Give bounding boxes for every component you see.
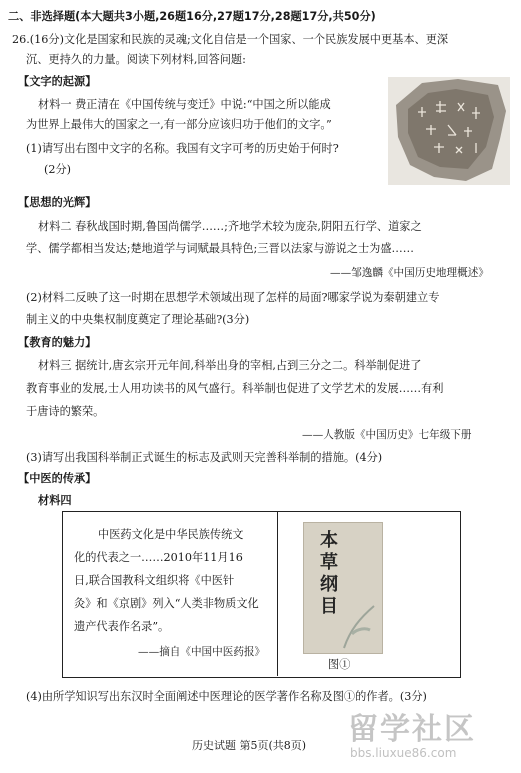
question-1-line-2: (2分) <box>44 163 72 176</box>
question-4: (4)由所学知识写出东汉时全面阐述中医理论的医学著作名称及图①的作者。(3分) <box>26 690 427 703</box>
heading-education-charm: 【教育的魅力】 <box>18 336 97 349</box>
book-plant-illustration <box>340 600 378 650</box>
material-2-line-2: 学、儒学都相当发达;楚地道学与词赋最具特色;三晋以法家与游说之士为盛…… <box>26 242 414 255</box>
watermark-url: bbs.liuxue86.com <box>350 746 457 760</box>
material-4-label: 材料四 <box>38 494 72 507</box>
box-text-line-5: 遗产代表作名录”。 <box>74 620 170 633</box>
figure-caption: 图① <box>328 658 351 671</box>
heading-thought-brilliance: 【思想的光辉】 <box>18 196 97 209</box>
oracle-bone-image <box>388 77 510 185</box>
material-3-line-1: 材料三 据统计,唐玄宗开元年间,科举出身的宰相,占到三分之二。科举制促进了 <box>38 359 422 372</box>
box-text-line-2: 化的代表之一……2010年11月16 <box>74 551 243 564</box>
box-text-line-1: 中医药文化是中华民族传统文 <box>98 528 244 541</box>
page-footer: 历史试题 第5页(共8页) <box>192 739 307 752</box>
box-text-line-4: 灸》和《京剧》列入“人类非物质文化 <box>74 597 259 610</box>
question-3: (3)请写出我国科举制正式诞生的标志及武则天完善科举制的措施。(4分) <box>26 451 383 464</box>
q26-intro-line-1: 26.(16分)文化是国家和民族的灵魂;文化自信是一个国家、一个民族发展中更基本、更深 <box>12 33 449 46</box>
material-1-line-1: 材料一 费正清在《中国传统与变迁》中说:“中国之所以能成 <box>38 98 331 111</box>
material-3-source: ——人教版《中国历史》七年级下册 <box>302 429 472 441</box>
section-header: 二、非选择题(本大题共3小题,26题16分,27题17分,28题17分,共50分) <box>8 10 376 23</box>
box-divider <box>277 511 278 676</box>
material-3-line-3: 于唐诗的繁荣。 <box>26 405 105 418</box>
box-text-line-3: 日,联合国教科文组织将《中医针 <box>74 574 235 587</box>
material-2-line-1: 材料二 春秋战国时期,鲁国尚儒学……;齐地学术较为庞杂,阴阳五行学、道家之 <box>38 220 422 233</box>
heading-tcm-heritage: 【中医的传承】 <box>18 472 97 485</box>
heading-writing-origin: 【文字的起源】 <box>18 75 97 88</box>
question-2-line-2: 制主义的中央集权制度奠定了理论基础?(3分) <box>26 313 250 326</box>
watermark-logo: 留学社区 <box>348 712 476 747</box>
question-1-line-1: (1)请写出右图中文字的名称。我国有文字可考的历史始于何时? <box>26 142 339 155</box>
material-3-line-2: 教育事业的发展,士人用功读书的风气盛行。科举制也促进了文学艺术的发展……有利 <box>26 382 444 395</box>
material-1-line-2: 为世界上最伟大的国家之一,有一部分应该归功于他们的文字。” <box>26 118 332 131</box>
question-2-line-1: (2)材料二反映了这一时期在思想学术领域出现了怎样的局面?哪家学说为秦朝建立专 <box>26 291 440 304</box>
material-2-source: ——邹逸麟《中国历史地理概述》 <box>330 267 489 279</box>
q26-intro-line-2: 沉、更持久的力量。阅读下列材料,回答问题: <box>26 53 246 66</box>
book-title: 本草纲目 <box>320 530 338 617</box>
box-source: ——摘自《中国中医药报》 <box>138 646 266 658</box>
